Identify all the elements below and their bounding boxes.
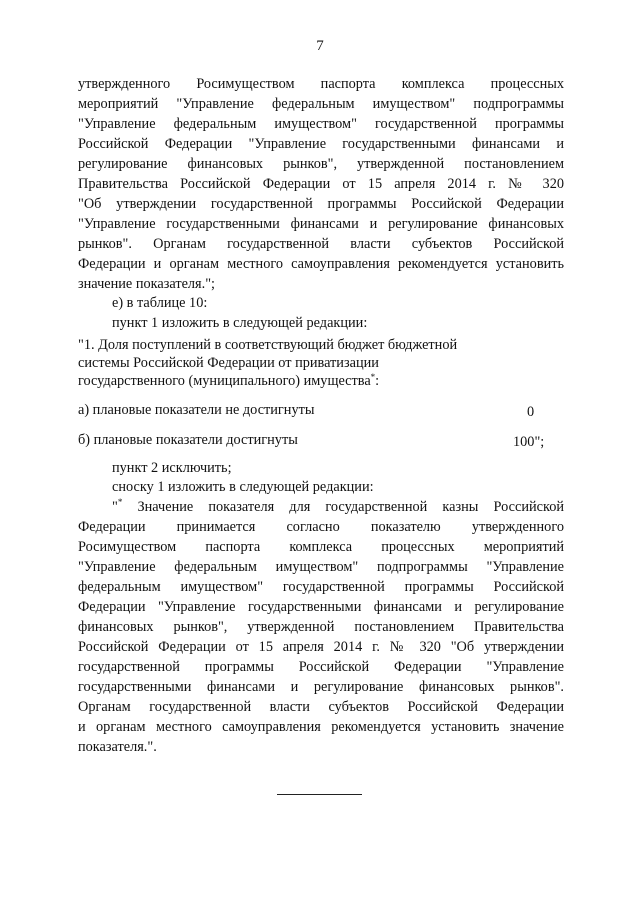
paragraph-line-last: значение показателя."; xyxy=(78,276,216,292)
paragraph-line: государственной программы Российской Федерации "Управление xyxy=(78,659,564,675)
table-title-text: государственного (муниципального) имущества xyxy=(78,373,371,389)
paragraph-line: регулирование финансовых рынков", утвержденной постановлением xyxy=(78,156,564,172)
paragraph-line: "Управление федеральным имуществом" подпрограммы "Управление xyxy=(78,559,564,575)
footnote-marker: * xyxy=(117,497,123,507)
quote-open: " xyxy=(112,499,118,515)
list-item-footnote: сноску 1 изложить в следующей редакции: xyxy=(112,479,374,495)
footnote-first-text: Значение показателя для государственной казны Российской xyxy=(122,499,564,515)
table-title xyxy=(78,336,478,390)
footnote-first-line xyxy=(112,497,564,517)
paragraph-line: Федерации "Управление государственными финансами и регулирование xyxy=(78,599,564,615)
table-row-b-value: 100"; xyxy=(513,434,545,450)
paragraph-line: утвержденного Росимуществом паспорта комплекса процессных xyxy=(78,76,564,92)
paragraph-line: Российской Федерации от 15 апреля 2014 г. № 320 "Об утверждении xyxy=(78,639,564,655)
separator-line xyxy=(277,794,362,795)
table-row-b-label: б) плановые показатели достигнуты xyxy=(78,432,298,448)
paragraph-line: Российской Федерации "Управление государственными финансами и xyxy=(78,136,564,152)
table-title-line: системы Российской Федерации от приватизации xyxy=(78,355,379,371)
footnote-marker: * xyxy=(370,372,376,382)
table-row-a-label: а) плановые показатели не достигнуты xyxy=(78,402,315,418)
paragraph-line: "Управление государственными финансами и регулирование финансовых xyxy=(78,216,564,232)
paragraph-line: "Об утверждении государственной программы Российской Федерации xyxy=(78,196,564,212)
table-title-line: "1. Доля поступлений в соответствующий бюджет бюджетной xyxy=(78,337,458,353)
paragraph-line: Федерации и органам местного самоуправления рекомендуется установить xyxy=(78,256,564,272)
page-number: 7 xyxy=(316,38,324,54)
paragraph-line: и органам местного самоуправления рекомендуется установить значение xyxy=(78,719,564,735)
list-item-point-1: пункт 1 изложить в следующей редакции: xyxy=(112,315,368,331)
list-item-point-2: пункт 2 исключить; xyxy=(112,460,232,476)
paragraph-line: финансовых рынков", утвержденной постановлением Правительства xyxy=(78,619,564,635)
paragraph-line: Росимуществом паспорта комплекса процессных мероприятий xyxy=(78,539,564,555)
paragraph-line: Правительства Российской Федерации от 15 апреля 2014 г. № 320 xyxy=(78,176,564,192)
paragraph-line: Органам государственной власти субъектов Российской Федерации xyxy=(78,699,564,715)
list-item-e: е) в таблице 10: xyxy=(112,295,208,311)
paragraph-line: "Управление федеральным имуществом" государственной программы xyxy=(78,116,564,132)
table-title-colon: : xyxy=(375,373,380,389)
paragraph-line: государственными финансами и регулирование финансовых рынков". xyxy=(78,679,564,695)
paragraph-line: федеральным имуществом" государственной программы Российской xyxy=(78,579,564,595)
paragraph-line-last: показателя.". xyxy=(78,739,157,755)
paragraph-line: рынков". Органам государственной власти субъектов Российской xyxy=(78,236,564,252)
table-title-line xyxy=(78,372,478,390)
paragraph-line: Федерации принимается согласно показателю утвержденного xyxy=(78,519,564,535)
table-row-a-value: 0 xyxy=(527,404,535,420)
paragraph-line: мероприятий "Управление федеральным имуществом" подпрограммы xyxy=(78,96,564,112)
